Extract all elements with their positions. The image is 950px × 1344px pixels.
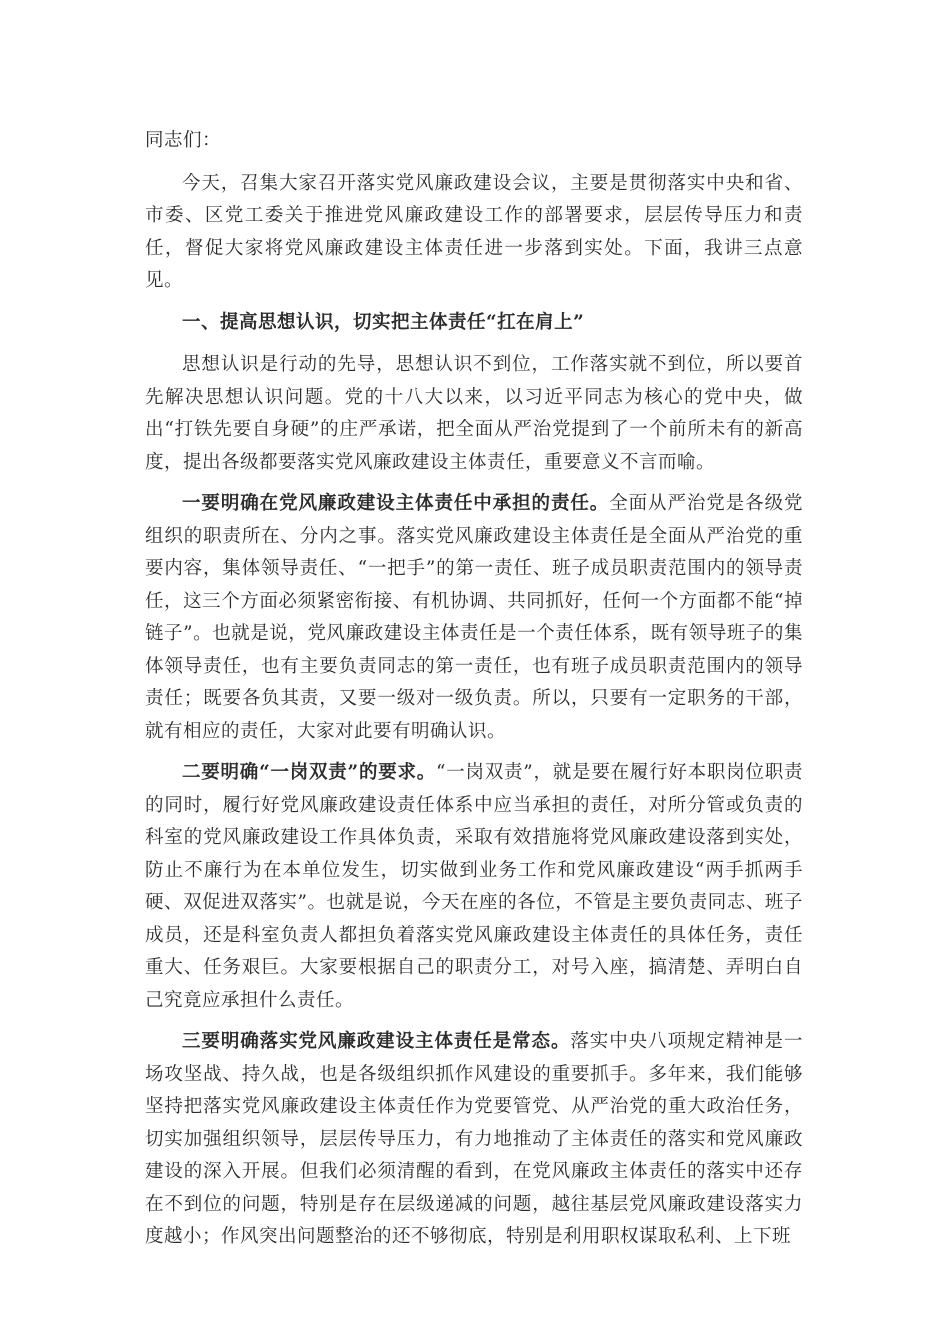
intro-paragraph: 今天，召集大家召开落实党风廉政建设会议，主要是贯彻落实中央和省、市委、区党工委关于推进党风廉政建设工作的部署要求，层层传导压力和责任，督促大家将党风廉政建设主体责任进一步落到实处。下面，我讲三点意见。 xyxy=(145,172,803,291)
section-heading-1: 一、提高思想认识，切实把主体责任“扛在肩上” xyxy=(182,311,585,333)
greeting: 同志们： xyxy=(145,130,222,151)
point-1-body: 全面从严治党是各级党组织的职责所在、分内之事。落实党风廉政建设主体责任是全面从严治党的重要内容，集体领导责任、“一把手”的第一责任、班子成员职责范围内的领导责任，这三个方面必须紧密衔接、有机协调、共同抓好，任何一个方面都不能“掉链子”。也就是说，党风廉政建设主体责任是一个责任体系，既有领导班子的集体领导责任，也有主要负责同志的第一责任，也有班子成员职责范围内的领导责任；既要各负其责，又要一级对一级负责。所以，只要有一定职务的干部，就有相应的责任，大家对此要有明确认识。 xyxy=(145,493,803,742)
point-3-body: 落实中央八项规定精神是一场攻坚战、持久战，也是各级组织抓作风建设的重要抓手。多年来，我们能够坚持把落实党风廉政建设主体责任作为党要管党、从严治党的重大政治任务，切实加强组织领导，层层传导压力，有力地推动了主体责任的落实和党风廉政建设的深入开展。但我们必须清醒的看到，在党风廉政主体责任的落实中还存在不到位的问题，特别是存在层级递减的问题，越往基层党风廉政建设落实力度越小；作风突出问题整治的还不够彻底，特别是利用职权谋取私利、上下班 xyxy=(145,1031,803,1247)
point-3-lead: 三要明确落实党风廉政建设主体责任是常态。 xyxy=(182,1031,571,1052)
point-2-lead: 二要明确“一岗双责”的要求。 xyxy=(182,762,437,783)
point-1-lead: 一要明确在党风廉政建设主体责任中承担的责任。 xyxy=(182,493,610,514)
point-2-body: “一岗双责”，就是要在履行好本职岗位职责的同时，履行好党风廉政建设责任体系中应当承担的责任，对所分管或负责的科室的党风廉政建设工作具体负责，采取有效措施将党风廉政建设落到实处，防止不廉行为在本单位发生，切实做到业务工作和党风廉政建设“两手抓两手硬、双促进双落实”。也就是说，今天在座的各位，不管是主要负责同志、班子成员，还是科室负责人都担负着落实党风廉政建设主体责任的具体任务，责任重大、任务艰巨。大家要根据自己的职责分工，对号入座，搞清楚、弄明白自己究竟应承担什么责任。 xyxy=(145,762,803,1011)
point-3-paragraph xyxy=(145,1026,803,1254)
point-1-paragraph xyxy=(145,488,803,748)
section-1-paragraph: 思想认识是行动的先导，思想认识不到位，工作落实就不到位，所以要首先解决思想认识问题。党的十八大以来，以习近平同志为核心的党中央，做出“打铁先要自身硬”的庄严承诺，把全面从严治党提到了一个前所未有的新高度，提出各级都要落实党风廉政建设主体责任，重要意义不言而喻。 xyxy=(145,354,803,473)
point-2-paragraph xyxy=(145,757,803,1017)
document-body xyxy=(145,125,803,1263)
